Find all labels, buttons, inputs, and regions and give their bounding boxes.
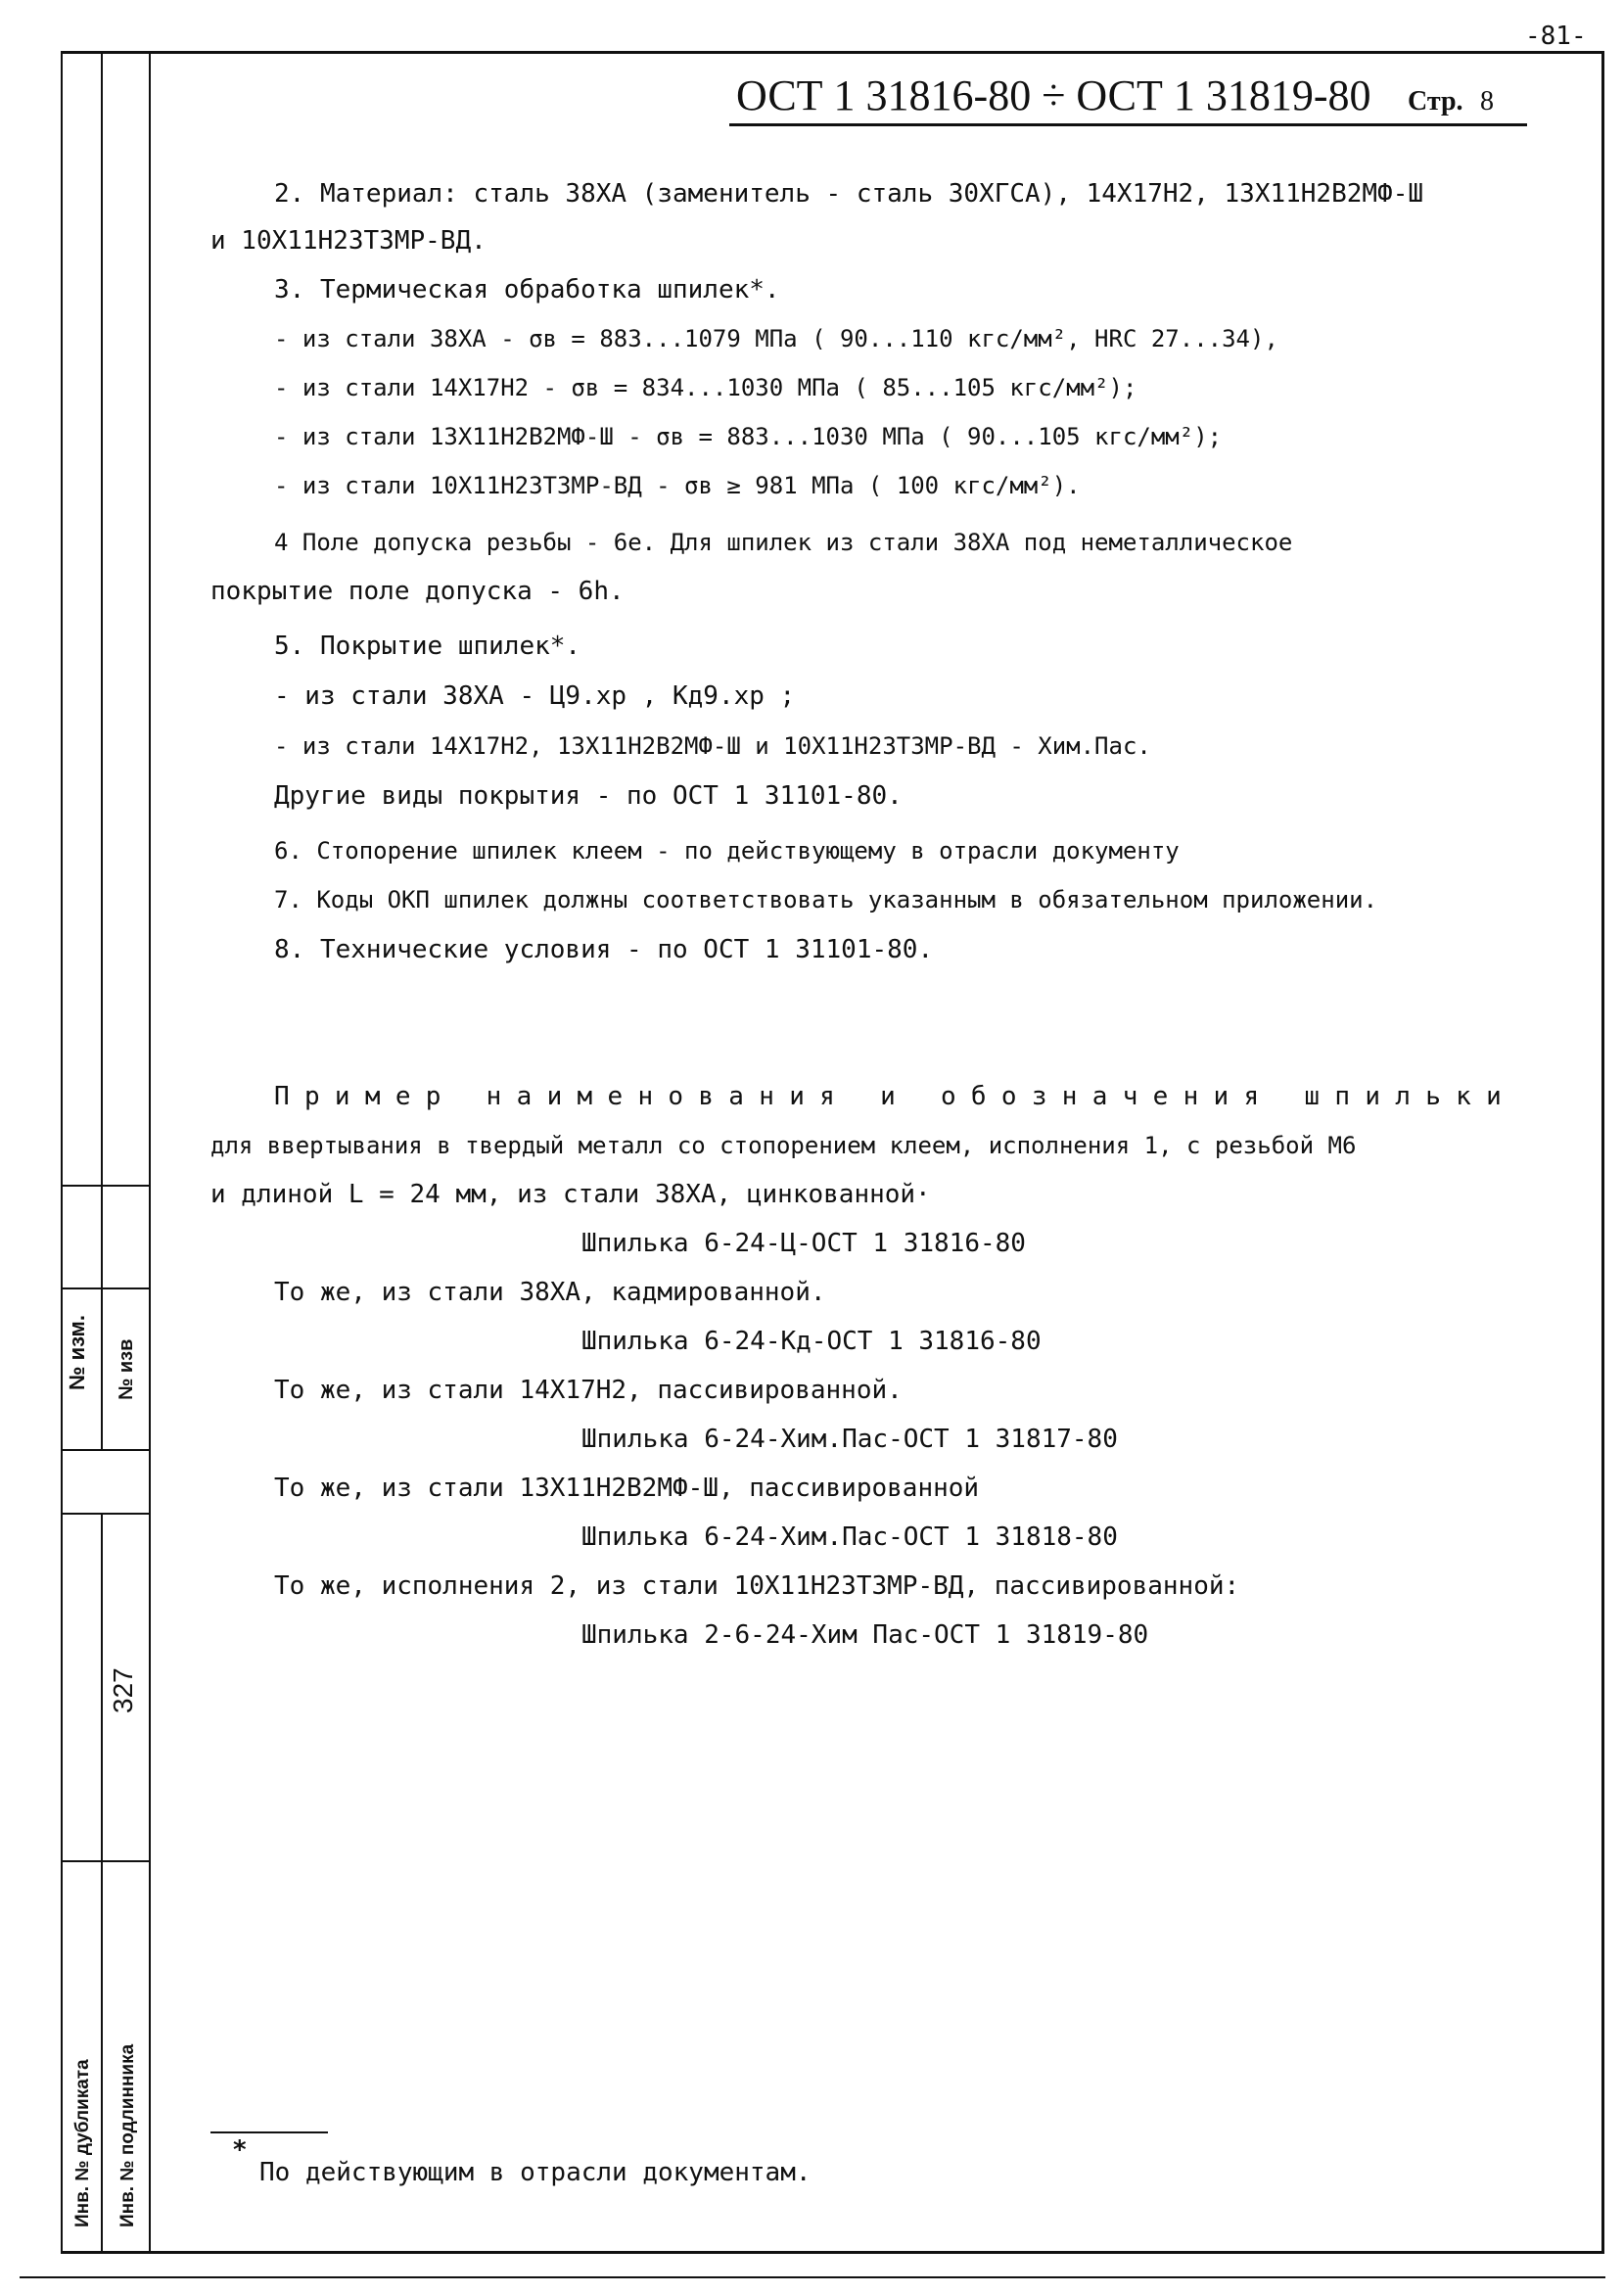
text-line-13: Другие виды покрытия - по ОСТ 1 31101-80. xyxy=(274,781,903,811)
text-line-21: То же, из стали 38ХА, кадмированной. xyxy=(274,1278,826,1307)
text-line-9: покрытие поле допуска - 6h. xyxy=(210,577,625,606)
frame-stamp-divider xyxy=(101,51,103,1451)
stamp-izv: № изв xyxy=(116,1338,137,1400)
text-line-25: То же, из стали 13Х11Н2В2МФ-Ш, пассивированной xyxy=(274,1474,980,1503)
text-line-27: То же, исполнения 2, из стали 10Х11Н23Т3МР-ВД, пассивированной: xyxy=(274,1571,1240,1601)
page-label: Стр. xyxy=(1408,86,1463,117)
text-line-2: и 10Х11Н23Т3МР-ВД. xyxy=(210,226,487,256)
text-line-23: То же, из стали 14Х17Н2, пассивированной. xyxy=(274,1376,903,1405)
footnote-text: По действующим в отрасли документам. xyxy=(259,2158,812,2187)
designation-1: Шпилька 6-24-Ц-ОСТ 1 31816-80 xyxy=(581,1229,1026,1258)
frame-bottom xyxy=(61,2251,1604,2254)
text-line-11: - из стали 38ХА - Ц9.хр , Кд9.хр ; xyxy=(274,681,796,711)
text-line-5: - из стали 14Х17Н2 - σв = 834...1030 МПа ( 85...105 кгс/мм²); xyxy=(274,374,1137,401)
text-line-12: - из стали 14Х17Н2, 13Х11Н2В2МФ-Ш и 10Х11Н23Т3МР-ВД - Хим.Пас. xyxy=(274,732,1151,760)
stamp-h2 xyxy=(61,1287,151,1289)
text-line-4: - из стали 38ХА - σв = 883...1079 МПа ( 90...110 кгс/мм², HRC 27...34), xyxy=(274,325,1278,352)
text-line-15: 7. Коды ОКП шпилек должны соответствовать указанным в обязательном приложении. xyxy=(274,886,1378,913)
text-line-18: для ввертывания в твердый металл со стопорением клеем, исполнения 1, с резьбой М6 xyxy=(210,1132,1357,1159)
text-line-8: 4 Поле допуска резьбы - 6е. Для шпилек из стали 38ХА под неметаллическое xyxy=(274,529,1293,556)
stamp-h1 xyxy=(61,1185,151,1187)
text-line-7: - из стали 10Х11Н23Т3МР-ВД - σв ≥ 981 МПа ( 100 кгс/мм²). xyxy=(274,472,1081,499)
frame-left-outer xyxy=(61,51,63,2254)
text-line-6: - из стали 13Х11Н2В2МФ-Ш - σв = 883...1030 МПа ( 90...105 кгс/мм²); xyxy=(274,423,1223,450)
page-value: 8 xyxy=(1480,86,1494,117)
stamp-podlinnika: Инв. № подлинника xyxy=(117,2043,138,2227)
frame-right xyxy=(1601,51,1604,2254)
stamp-h3 xyxy=(61,1449,151,1451)
stamp-dublikata: Инв. № дубликата xyxy=(72,2059,93,2227)
designation-3: Шпилька 6-24-Хим.Пас-ОСТ 1 31817-80 xyxy=(581,1425,1118,1454)
stamp-h4 xyxy=(61,1513,151,1515)
text-line-19: и длиной L = 24 мм, из стали 38ХА, цинкованной· xyxy=(210,1180,931,1209)
example-heading: Пример наименования и обозначения шпильки xyxy=(274,1082,1517,1111)
stamp-inv-number: 327 xyxy=(108,1667,138,1713)
page-bottom-rule xyxy=(20,2276,1605,2278)
page-number: -81- xyxy=(1525,22,1587,51)
text-line-16: 8. Технические условия - по ОСТ 1 31101-80. xyxy=(274,935,934,964)
footnote-mark: * xyxy=(232,2135,248,2165)
text-line-10: 5. Покрытие шпилек*. xyxy=(274,632,581,661)
designation-5: Шпилька 2-6-24-Хим Пас-ОСТ 1 31819-80 xyxy=(581,1620,1149,1650)
text-line-3: 3. Термическая обработка шпилек*. xyxy=(274,275,780,304)
stamp-izm: № изм. xyxy=(65,1315,89,1390)
document-title: ОСТ 1 31816-80 ÷ ОСТ 1 31819-80 xyxy=(736,71,1371,119)
text-line-14: 6. Стопорение шпилек клеем - по действующему в отрасли документу xyxy=(274,837,1180,865)
designation-2: Шпилька 6-24-Кд-ОСТ 1 31816-80 xyxy=(581,1327,1042,1356)
frame-stamp-divider-lower xyxy=(101,1513,103,2254)
frame-top xyxy=(61,51,1604,54)
footnote-rule xyxy=(210,2131,328,2133)
designation-4: Шпилька 6-24-Хим.Пас-ОСТ 1 31818-80 xyxy=(581,1522,1118,1552)
stamp-h5 xyxy=(61,1860,151,1862)
text-line-1: 2. Материал: сталь 38ХА (заменитель - сталь 30ХГСА), 14Х17Н2, 13Х11Н2В2МФ-Ш xyxy=(274,179,1423,209)
frame-left-inner xyxy=(149,51,151,2254)
header-underline xyxy=(729,123,1527,126)
